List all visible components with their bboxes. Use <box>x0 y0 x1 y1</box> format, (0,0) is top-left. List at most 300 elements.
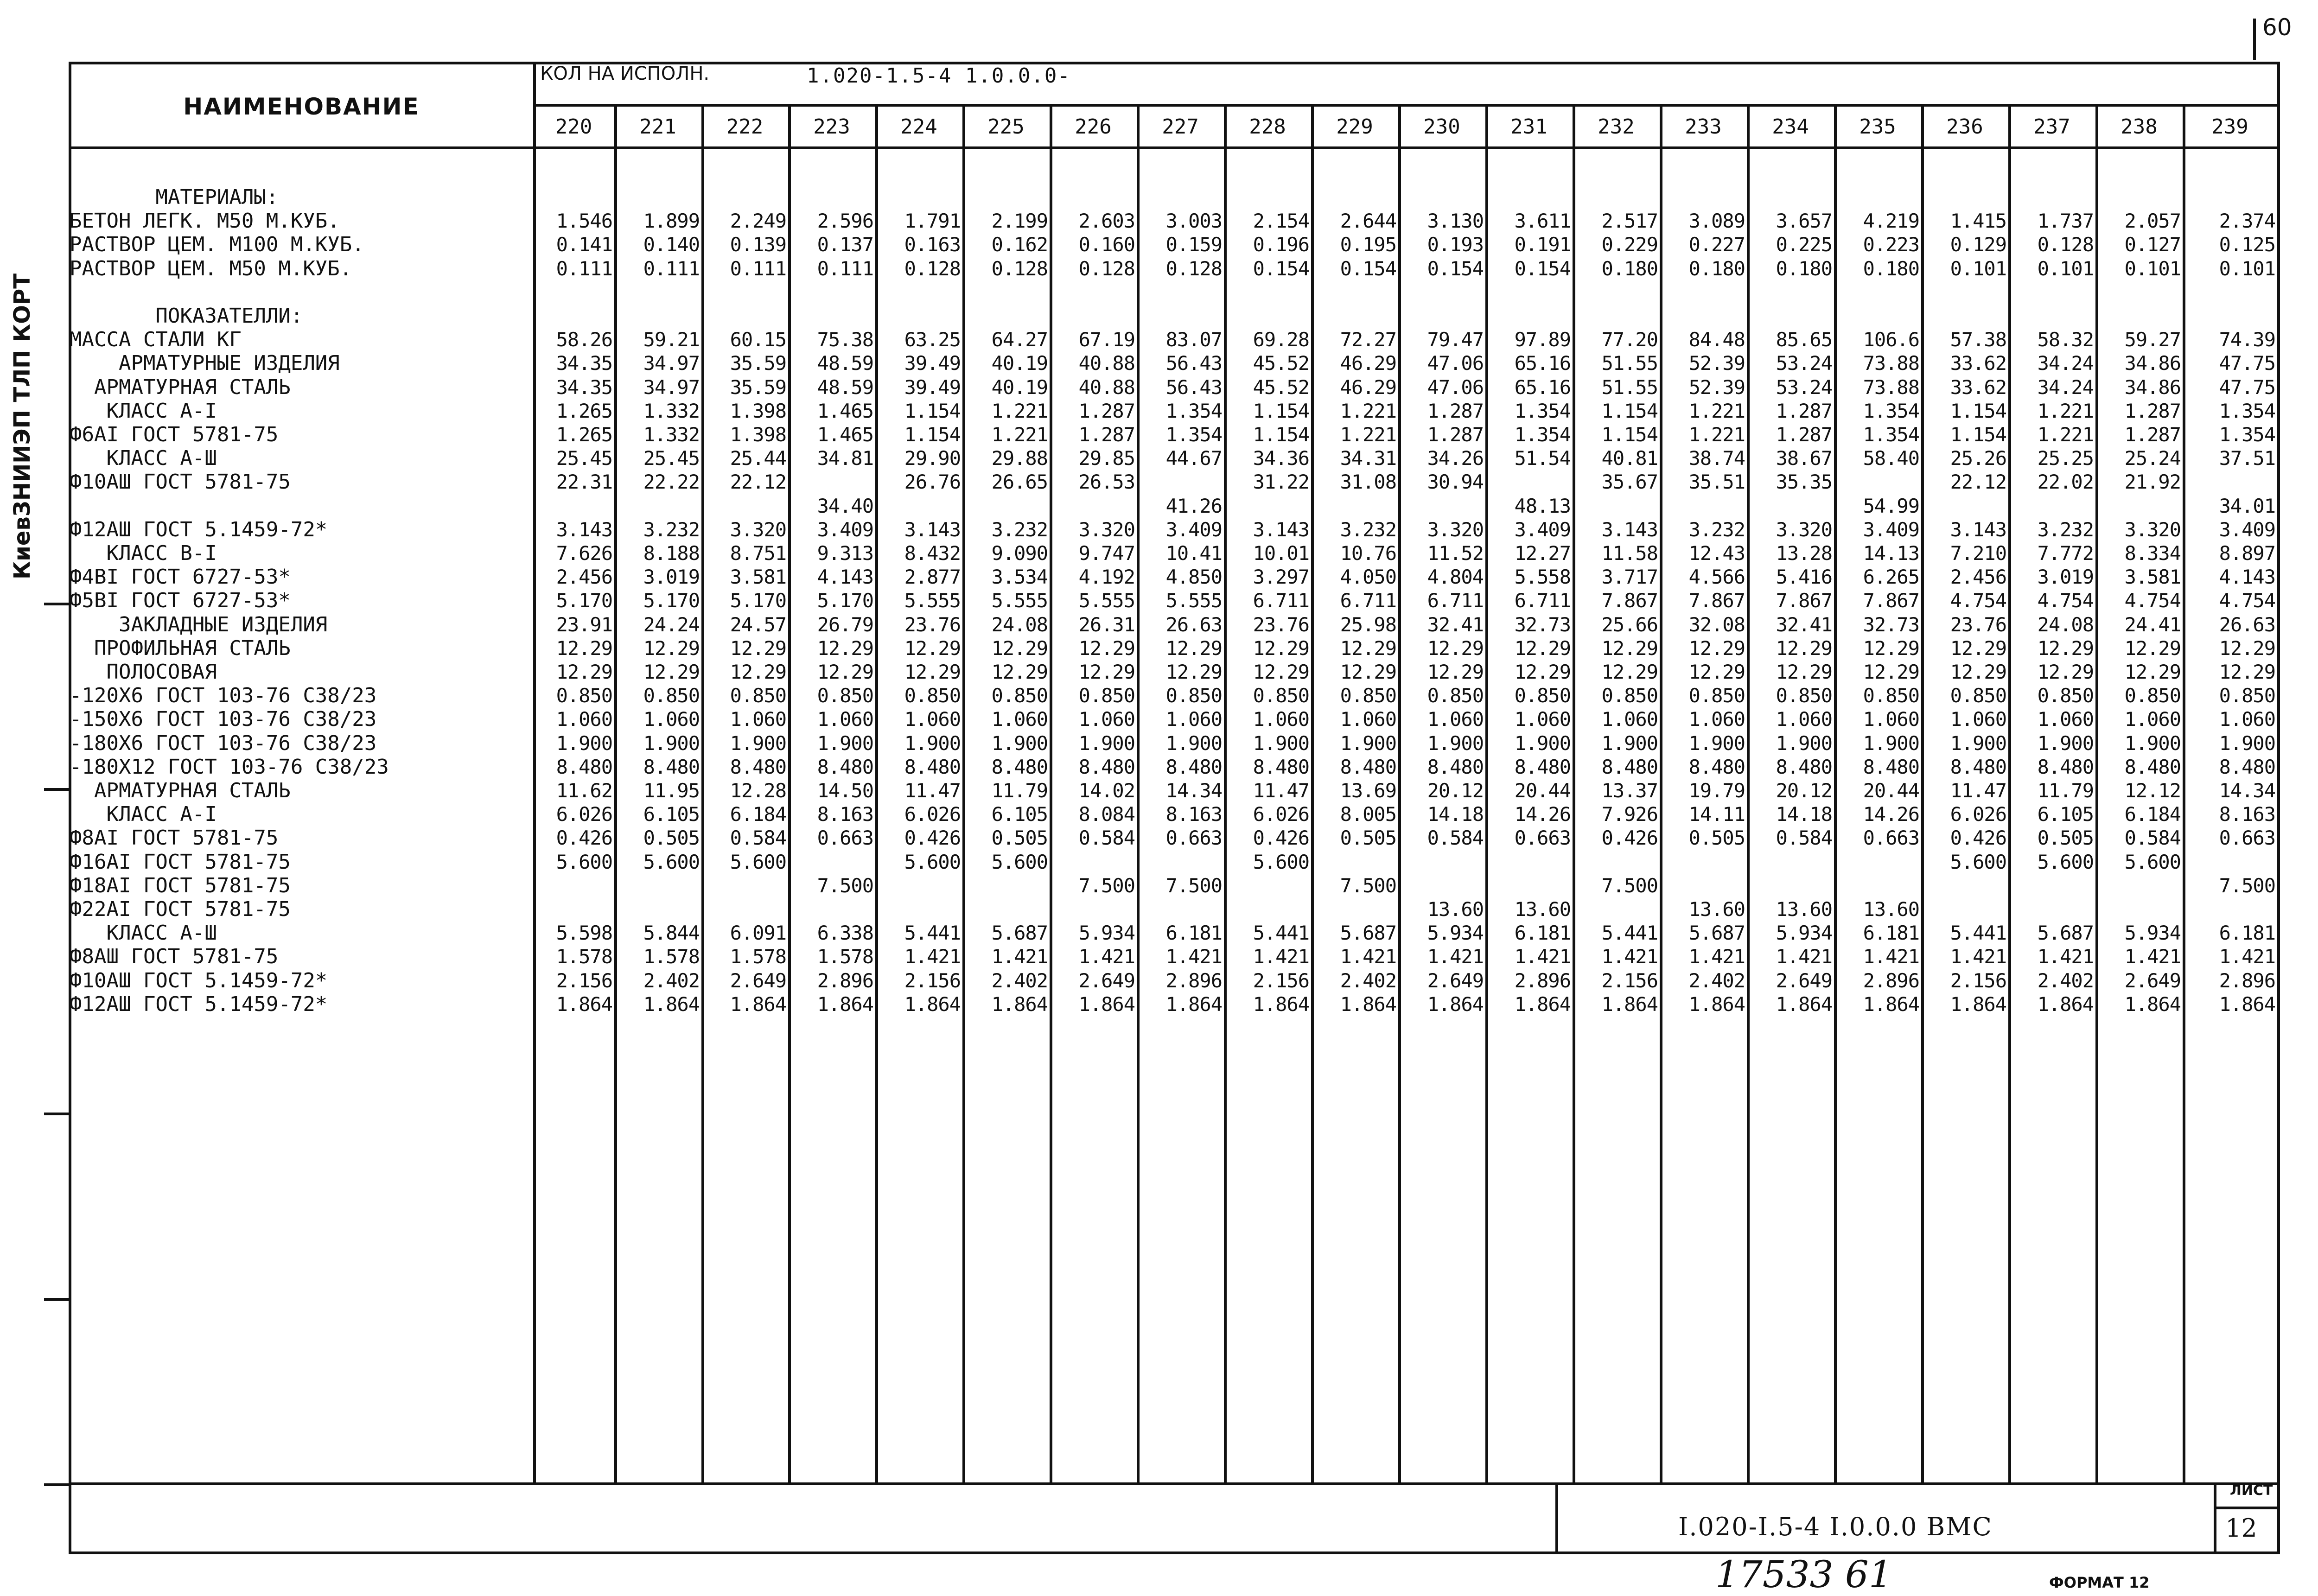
value-cell: 97.89 <box>1514 328 1571 351</box>
value-cell: 1.737 <box>2037 210 2094 233</box>
value-cell <box>705 304 786 328</box>
value-cell: 1.900 <box>643 731 700 755</box>
row-name: -180Х12 ГОСТ 103-76 С38/23 <box>70 755 389 779</box>
value-cell: 1.221 <box>1688 423 1745 446</box>
value-cell: 11.95 <box>643 779 700 802</box>
value-cell: 12.29 <box>1863 636 1919 660</box>
value-cell: 1.421 <box>991 945 1048 968</box>
row-name <box>70 280 533 304</box>
row-name: Ф10АШ ГОСТ 5.1459-72* <box>70 968 328 992</box>
value-cell <box>2186 850 2275 874</box>
value-cell: 1.398 <box>730 423 786 446</box>
value-cell: 3.019 <box>643 566 700 589</box>
value-cell: 2.156 <box>556 969 612 992</box>
value-cell <box>618 304 700 328</box>
value-cell: 3.717 <box>1601 566 1658 589</box>
value-cell: 0.101 <box>1950 257 2006 280</box>
value-cell: 34.35 <box>556 352 612 375</box>
value-cell <box>1140 280 1222 304</box>
value-cell: 0.850 <box>643 684 700 707</box>
value-cell: 3.320 <box>2124 518 2181 541</box>
value-cell: 8.480 <box>1601 755 1658 778</box>
value-cell: 11.79 <box>991 779 1048 802</box>
value-cell: 1.221 <box>1340 399 1396 422</box>
value-cell: 1.900 <box>1776 731 1832 755</box>
value-cell: 0.850 <box>556 684 612 707</box>
designation-code-header: 1.020-1.5-4 1.0.0.0- <box>807 64 1071 88</box>
value-cell: 0.154 <box>1514 257 1571 280</box>
value-cell: 3.611 <box>1514 210 1571 233</box>
value-cell: 0.180 <box>1776 257 1832 280</box>
row-name: ПРОФИЛЬНАЯ СТАЛЬ <box>70 636 291 660</box>
value-cell: 1.900 <box>1601 731 1658 755</box>
value-cell: 1.354 <box>2219 423 2275 446</box>
value-cell <box>966 874 1048 897</box>
value-cell: 0.850 <box>904 684 961 707</box>
value-cell: 0.225 <box>1776 233 1832 256</box>
value-cell: 1.864 <box>904 992 961 1016</box>
value-cell: 1.287 <box>1427 423 1484 446</box>
value-cell: 1.221 <box>1688 399 1745 422</box>
value-cell: 3.232 <box>2037 518 2094 541</box>
value-cell <box>879 280 961 304</box>
value-cell: 1.864 <box>1253 992 1309 1016</box>
column-line <box>1747 104 1750 1482</box>
value-cell: 1.791 <box>904 210 961 233</box>
value-cell <box>1751 304 1832 328</box>
value-cell: 29.90 <box>904 447 961 470</box>
value-cell: 51.55 <box>1601 352 1658 375</box>
value-cell: 1.900 <box>2037 731 2094 755</box>
value-cell: 5.600 <box>1253 850 1309 873</box>
value-cell: 34.26 <box>1427 447 1484 470</box>
value-cell: 12.29 <box>1340 636 1396 660</box>
value-cell: 2.896 <box>1863 969 1919 992</box>
value-cell <box>618 874 700 897</box>
value-cell: 0.196 <box>1253 233 1309 256</box>
value-cell: 9.747 <box>1078 542 1135 565</box>
value-cell <box>2186 185 2275 209</box>
value-cell: 69.28 <box>1253 328 1309 351</box>
value-cell: 74.39 <box>2219 328 2275 351</box>
value-cell: 3.409 <box>817 518 873 541</box>
value-cell <box>966 494 1048 518</box>
value-cell: 1.900 <box>904 731 961 755</box>
value-cell: 0.154 <box>1340 257 1396 280</box>
column-line <box>1398 104 1401 1482</box>
value-cell: 58.40 <box>1863 447 1919 470</box>
value-cell: 7.626 <box>556 542 612 565</box>
column-number: 234 <box>1772 114 1809 139</box>
value-cell <box>537 280 612 304</box>
value-cell <box>705 280 786 304</box>
value-cell: 8.188 <box>643 542 700 565</box>
value-cell: 7.867 <box>1776 589 1832 612</box>
value-cell: 14.18 <box>1776 803 1832 826</box>
value-cell: 24.24 <box>643 613 700 636</box>
value-cell: 12.28 <box>730 779 786 802</box>
row-name: Ф8АШ ГОСТ 5781-75 <box>70 945 279 969</box>
value-cell: 12.29 <box>643 636 700 660</box>
value-cell <box>1140 470 1222 494</box>
value-cell: 8.480 <box>1078 755 1135 778</box>
value-cell: 5.555 <box>904 589 961 612</box>
value-cell: 1.465 <box>817 399 873 422</box>
value-cell <box>1576 850 1658 874</box>
value-cell: 1.060 <box>1165 708 1222 731</box>
value-cell: 0.160 <box>1078 233 1135 256</box>
value-cell: 41.26 <box>1165 494 1222 517</box>
value-cell: 1.421 <box>1688 945 1745 968</box>
value-cell: 3.143 <box>1601 518 1658 541</box>
value-cell <box>618 280 700 304</box>
column-line <box>1660 104 1662 1482</box>
value-cell <box>1489 185 1571 209</box>
value-cell: 8.480 <box>991 755 1048 778</box>
value-cell: 20.12 <box>1427 779 1484 802</box>
value-cell: 38.74 <box>1688 447 1745 470</box>
value-cell: 12.29 <box>2037 636 2094 660</box>
value-cell: 14.34 <box>1165 779 1222 802</box>
column-number: 226 <box>1075 114 1112 139</box>
value-cell: 1.287 <box>2124 399 2181 422</box>
value-cell: 21.92 <box>2124 471 2181 494</box>
value-cell: 32.41 <box>1427 613 1484 636</box>
value-cell <box>792 850 873 874</box>
value-cell <box>1053 897 1135 921</box>
value-cell: 12.29 <box>730 636 786 660</box>
value-cell: 1.221 <box>2037 399 2094 422</box>
value-cell: 34.24 <box>2037 352 2094 375</box>
value-cell: 1.578 <box>730 945 786 968</box>
value-cell: 1.421 <box>1078 945 1135 968</box>
value-cell <box>537 185 612 209</box>
row-name: ПОЛОСОВАЯ <box>70 660 217 684</box>
value-cell: 0.584 <box>730 827 786 850</box>
value-cell <box>1315 897 1396 921</box>
value-cell: 8.480 <box>1776 755 1832 778</box>
value-cell: 45.52 <box>1253 375 1309 399</box>
value-cell: 6.026 <box>904 803 961 826</box>
value-cell: 12.29 <box>904 661 961 683</box>
value-cell: 1.421 <box>1165 945 1222 968</box>
value-cell <box>1228 874 1309 897</box>
value-cell: 1.900 <box>1253 731 1309 755</box>
value-cell: 5.555 <box>991 589 1048 612</box>
column-number: 224 <box>900 114 937 139</box>
value-cell: 0.426 <box>1950 827 2006 850</box>
value-cell: 1.578 <box>817 945 873 968</box>
value-cell: 11.62 <box>556 779 612 802</box>
value-cell <box>537 494 612 518</box>
value-cell: 14.50 <box>817 779 873 802</box>
value-cell: 1.060 <box>2219 708 2275 731</box>
value-cell: 1.465 <box>817 423 873 446</box>
value-cell: 45.52 <box>1253 352 1309 375</box>
value-cell: 12.43 <box>1688 542 1745 565</box>
value-cell: 1.154 <box>904 399 961 422</box>
value-cell: 12.29 <box>556 636 612 660</box>
row-name: БЕТОН ЛЕГК. М50 М.КУБ. <box>70 209 340 233</box>
value-cell: 12.29 <box>1340 661 1396 683</box>
value-cell <box>879 185 961 209</box>
value-cell: 12.29 <box>2124 636 2181 660</box>
row-name: ПОКАЗАТЕЛЛИ: <box>70 304 303 328</box>
value-cell: 1.221 <box>1340 423 1396 446</box>
row-name: Ф16АI ГОСТ 5781-75 <box>70 850 291 874</box>
value-cell: 14.26 <box>1514 803 1571 826</box>
value-cell: 1.864 <box>1427 992 1484 1016</box>
value-cell <box>1838 874 1919 897</box>
value-cell: 1.864 <box>1863 992 1919 1016</box>
value-cell: 31.22 <box>1253 471 1309 494</box>
row-name: Ф22АI ГОСТ 5781-75 <box>70 897 291 921</box>
value-cell: 11.52 <box>1427 542 1484 565</box>
value-cell: 12.29 <box>1688 636 1745 660</box>
value-cell: 3.409 <box>2219 518 2275 541</box>
value-cell: 1.060 <box>1601 708 1658 731</box>
value-cell: 2.156 <box>1950 969 2006 992</box>
value-cell: 2.649 <box>730 969 786 992</box>
value-cell: 25.44 <box>730 447 786 470</box>
value-cell: 12.29 <box>1514 636 1571 660</box>
column-line <box>1485 104 1488 1482</box>
value-cell: 1.421 <box>1950 945 2006 968</box>
value-cell: 8.480 <box>2124 755 2181 778</box>
value-cell: 46.29 <box>1340 352 1396 375</box>
value-cell: 7.500 <box>1601 874 1658 897</box>
value-cell: 13.60 <box>1514 898 1571 921</box>
value-cell: 0.154 <box>1427 257 1484 280</box>
row-name: Ф12АШ ГОСТ 5.1459-72* <box>70 517 328 541</box>
value-cell: 26.76 <box>904 471 961 494</box>
value-cell <box>1838 185 1919 209</box>
value-cell: 0.426 <box>556 827 612 850</box>
column-line <box>1311 104 1314 1482</box>
value-cell <box>1402 280 1484 304</box>
row-name: ЗАКЛАДНЫЕ ИЗДЕЛИЯ <box>70 612 328 636</box>
value-cell: 0.850 <box>1427 684 1484 707</box>
value-cell: 5.600 <box>991 850 1048 873</box>
value-cell: 0.505 <box>1340 827 1396 850</box>
value-cell: 1.546 <box>556 210 612 233</box>
value-cell: 0.850 <box>1253 684 1309 707</box>
value-cell: 1.864 <box>643 992 700 1016</box>
value-cell <box>1402 185 1484 209</box>
value-cell: 1.900 <box>556 731 612 755</box>
value-cell: 34.01 <box>2219 494 2275 517</box>
value-cell: 14.34 <box>2219 779 2275 802</box>
value-cell: 6.184 <box>2124 803 2181 826</box>
value-cell: 1.154 <box>1950 399 2006 422</box>
value-cell <box>1489 470 1571 494</box>
column-line <box>701 104 704 1482</box>
value-cell: 13.60 <box>1863 898 1919 921</box>
column-line <box>2277 104 2280 1482</box>
format-label: ФОРМАТ 12 <box>2049 1574 2150 1591</box>
value-cell: 60.15 <box>730 328 786 351</box>
value-cell: 1.864 <box>1601 992 1658 1016</box>
value-cell: 5.934 <box>1427 922 1484 945</box>
stamp-sheet-divider <box>2214 1482 2216 1553</box>
value-cell: 8.334 <box>2124 542 2181 565</box>
value-cell: 3.409 <box>1863 518 1919 541</box>
value-cell: 8.480 <box>2219 755 2275 778</box>
value-cell: 12.29 <box>1165 661 1222 683</box>
value-cell <box>2012 897 2094 921</box>
value-cell <box>792 470 873 494</box>
value-cell: 12.29 <box>817 661 873 683</box>
value-cell: 34.24 <box>2037 375 2094 399</box>
column-number: 237 <box>2033 114 2070 139</box>
value-cell: 1.265 <box>556 423 612 446</box>
side-organization-label: КиевЗНИИЭП ТЛП КОРТ <box>9 273 35 579</box>
value-cell: 8.480 <box>556 755 612 778</box>
value-cell: 59.21 <box>643 328 700 351</box>
value-cell: 73.88 <box>1863 352 1919 375</box>
value-cell: 32.73 <box>1863 613 1919 636</box>
value-cell: 54.99 <box>1863 494 1919 517</box>
value-cell: 47.06 <box>1427 352 1484 375</box>
value-cell: 0.850 <box>1688 684 1745 707</box>
value-cell: 1.354 <box>1165 399 1222 422</box>
column-number: 238 <box>2121 114 2158 139</box>
row-name: АРМАТУРНАЯ СТАЛЬ <box>70 779 291 802</box>
value-cell: 0.195 <box>1340 233 1396 256</box>
sheet-label: ЛИСТ <box>2230 1482 2273 1499</box>
value-cell <box>2099 897 2181 921</box>
value-cell <box>1751 280 1832 304</box>
value-cell: 1.287 <box>1427 399 1484 422</box>
value-cell: 7.500 <box>2219 874 2275 897</box>
page-number: 60 <box>2262 14 2292 41</box>
value-cell: 0.850 <box>1165 684 1222 707</box>
value-cell: 1.864 <box>1688 992 1745 1016</box>
value-cell: 26.31 <box>1078 613 1135 636</box>
value-cell: 23.91 <box>556 613 612 636</box>
value-cell: 48.13 <box>1514 494 1571 517</box>
value-cell: 0.584 <box>1427 827 1484 850</box>
value-cell: 1.864 <box>730 992 786 1016</box>
value-cell: 25.98 <box>1340 613 1396 636</box>
value-cell: 2.156 <box>1253 969 1309 992</box>
value-cell: 4.143 <box>2219 566 2275 589</box>
value-cell: 2.649 <box>1078 969 1135 992</box>
value-cell: 6.105 <box>643 803 700 826</box>
value-cell: 1.864 <box>2037 992 2094 1016</box>
row-name: -180Х6 ГОСТ 103-76 С38/23 <box>70 731 377 755</box>
value-cell: 0.850 <box>2124 684 2181 707</box>
row-name: Ф10АШ ГОСТ 5781-75 <box>70 470 291 494</box>
value-cell: 0.426 <box>904 827 961 850</box>
value-cell: 2.057 <box>2124 210 2181 233</box>
value-cell: 34.97 <box>643 375 700 399</box>
value-cell: 0.128 <box>991 257 1048 280</box>
value-cell: 12.29 <box>730 661 786 683</box>
row-name: -120Х6 ГОСТ 103-76 С38/23 <box>70 684 377 708</box>
value-cell: 5.555 <box>1165 589 1222 612</box>
value-cell <box>1228 185 1309 209</box>
column-number: 239 <box>2211 114 2248 139</box>
value-cell: 1.265 <box>556 399 612 422</box>
value-cell: 1.900 <box>1863 731 1919 755</box>
value-cell: 1.060 <box>643 708 700 731</box>
value-cell <box>1315 304 1396 328</box>
value-cell: 65.16 <box>1514 375 1571 399</box>
value-cell: 3.003 <box>1165 210 1222 233</box>
value-cell: 1.060 <box>1253 708 1309 731</box>
value-cell: 6.181 <box>1863 922 1919 945</box>
value-cell <box>2012 185 2094 209</box>
value-cell: 12.29 <box>1601 661 1658 683</box>
value-cell: 0.850 <box>817 684 873 707</box>
value-cell <box>2186 470 2275 494</box>
value-cell: 1.060 <box>730 708 786 731</box>
value-cell: 2.517 <box>1601 210 1658 233</box>
value-cell <box>792 280 873 304</box>
value-cell <box>792 304 873 328</box>
value-cell: 39.49 <box>904 375 961 399</box>
value-cell: 0.584 <box>2124 827 2181 850</box>
value-cell: 12.29 <box>1514 661 1571 683</box>
value-cell: 34.40 <box>817 494 873 517</box>
column-number: 229 <box>1336 114 1373 139</box>
value-cell <box>1925 280 2006 304</box>
value-cell: 1.398 <box>730 399 786 422</box>
value-cell <box>1489 304 1571 328</box>
value-cell: 7.867 <box>1601 589 1658 612</box>
value-cell <box>1576 897 1658 921</box>
value-cell: 7.867 <box>1688 589 1745 612</box>
value-cell <box>1663 280 1745 304</box>
value-cell <box>879 874 961 897</box>
value-cell: 3.657 <box>1776 210 1832 233</box>
value-cell: 11.47 <box>904 779 961 802</box>
value-cell: 0.193 <box>1427 233 1484 256</box>
value-cell <box>1315 280 1396 304</box>
row-name: Ф8АI ГОСТ 5781-75 <box>70 826 279 850</box>
value-cell: 0.141 <box>556 233 612 256</box>
value-cell: 7.867 <box>1863 589 1919 612</box>
row-name: РАСТВОР ЦЕМ. М100 М.КУБ. <box>70 233 364 257</box>
value-cell: 1.421 <box>1514 945 1571 968</box>
row-name: АРМАТУРНАЯ СТАЛЬ <box>70 375 291 399</box>
value-cell: 35.59 <box>730 375 786 399</box>
value-cell: 4.754 <box>2037 589 2094 612</box>
value-cell: 1.060 <box>556 708 612 731</box>
value-cell: 12.29 <box>1776 661 1832 683</box>
value-cell: 7.772 <box>2037 542 2094 565</box>
value-cell: 2.896 <box>2219 969 2275 992</box>
value-cell: 6.105 <box>2037 803 2094 826</box>
value-cell: 2.456 <box>556 566 612 589</box>
value-cell: 8.480 <box>817 755 873 778</box>
value-cell: 32.73 <box>1514 613 1571 636</box>
row-name: КЛАСС А-Ш <box>70 446 217 471</box>
value-cell: 12.29 <box>2037 661 2094 683</box>
value-cell: 1.578 <box>556 945 612 968</box>
value-cell: 13.69 <box>1340 779 1396 802</box>
value-cell: 3.297 <box>1253 566 1309 589</box>
value-cell: 0.850 <box>1601 684 1658 707</box>
value-cell: 26.65 <box>991 471 1048 494</box>
value-cell: 25.25 <box>2037 447 2094 470</box>
value-cell <box>618 185 700 209</box>
value-cell <box>1838 470 1919 494</box>
column-line <box>1137 104 1140 1482</box>
value-cell: 6.265 <box>1863 566 1919 589</box>
value-cell: 3.320 <box>730 518 786 541</box>
